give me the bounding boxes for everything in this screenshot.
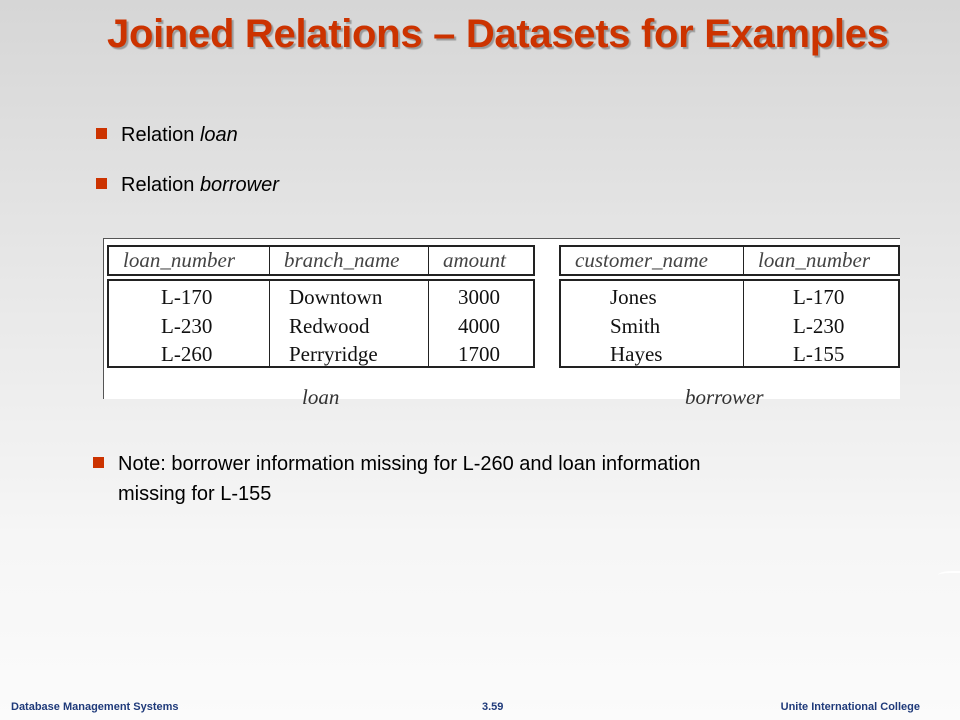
decorative-swoosh xyxy=(938,571,960,579)
footer-page-number: 3.59 xyxy=(482,701,504,713)
bullet-prefix: Relation xyxy=(121,124,200,146)
loan-cell: 3000 xyxy=(458,285,500,309)
borrower-col-loan-number xyxy=(743,281,898,366)
square-bullet-icon xyxy=(93,457,104,468)
borrower-header-row xyxy=(559,245,900,276)
loan-col-amount xyxy=(428,281,533,366)
bullet-text xyxy=(121,174,279,197)
loan-cell: Perryridge xyxy=(289,342,378,366)
bullet-relation-loan xyxy=(96,124,238,147)
bullet-relation-name: loan xyxy=(199,124,238,146)
loan-header-cell: loan_number xyxy=(123,248,235,272)
loan-cell: L-170 xyxy=(161,285,213,309)
square-bullet-icon xyxy=(96,128,107,139)
borrower-cell: L-230 xyxy=(793,313,845,338)
borrower-cell: Hayes xyxy=(610,342,663,366)
square-bullet-icon xyxy=(96,178,107,189)
loan-header-cell: amount xyxy=(428,247,533,274)
loan-cell: 1700 xyxy=(458,342,500,366)
bullet-text xyxy=(121,124,238,147)
borrower-col-customer-name xyxy=(561,281,743,366)
borrower-cell: Smith xyxy=(610,313,661,338)
loan-header-row xyxy=(107,245,535,276)
borrower-body xyxy=(559,279,900,368)
loan-cell: Redwood xyxy=(289,313,370,338)
note-bullet xyxy=(93,449,718,509)
loan-cell: 4000 xyxy=(458,313,500,338)
loan-caption: loan xyxy=(302,385,340,409)
bullet-prefix: Relation xyxy=(121,174,200,196)
note-text: Note: borrower information missing for L-260 and loan information missing for L-155 xyxy=(118,453,701,505)
loan-col-loan-number xyxy=(109,281,269,366)
relations-figure xyxy=(103,238,900,409)
borrower-caption: borrower xyxy=(685,385,764,409)
footer-institution: Unite International College xyxy=(780,701,920,713)
loan-body xyxy=(107,279,535,368)
borrower-cell: Jones xyxy=(610,285,657,309)
loan-col-branch-name xyxy=(269,281,428,366)
loan-cell: Downtown xyxy=(289,285,383,309)
bullet-relation-borrower xyxy=(96,174,279,197)
loan-cell: L-230 xyxy=(161,313,213,338)
loan-header-cell: branch_name xyxy=(269,247,428,274)
borrower-cell: L-155 xyxy=(793,342,845,366)
slide-title: Joined Relations – Datasets for Examples xyxy=(107,12,889,56)
borrower-cell: L-170 xyxy=(793,285,845,309)
loan-cell: L-260 xyxy=(161,342,213,366)
footer-course: Database Management Systems xyxy=(11,701,179,713)
borrower-header-cell: loan_number xyxy=(743,247,898,274)
borrower-header-cell: customer_name xyxy=(575,248,708,272)
bullet-relation-name: borrower xyxy=(199,174,279,196)
